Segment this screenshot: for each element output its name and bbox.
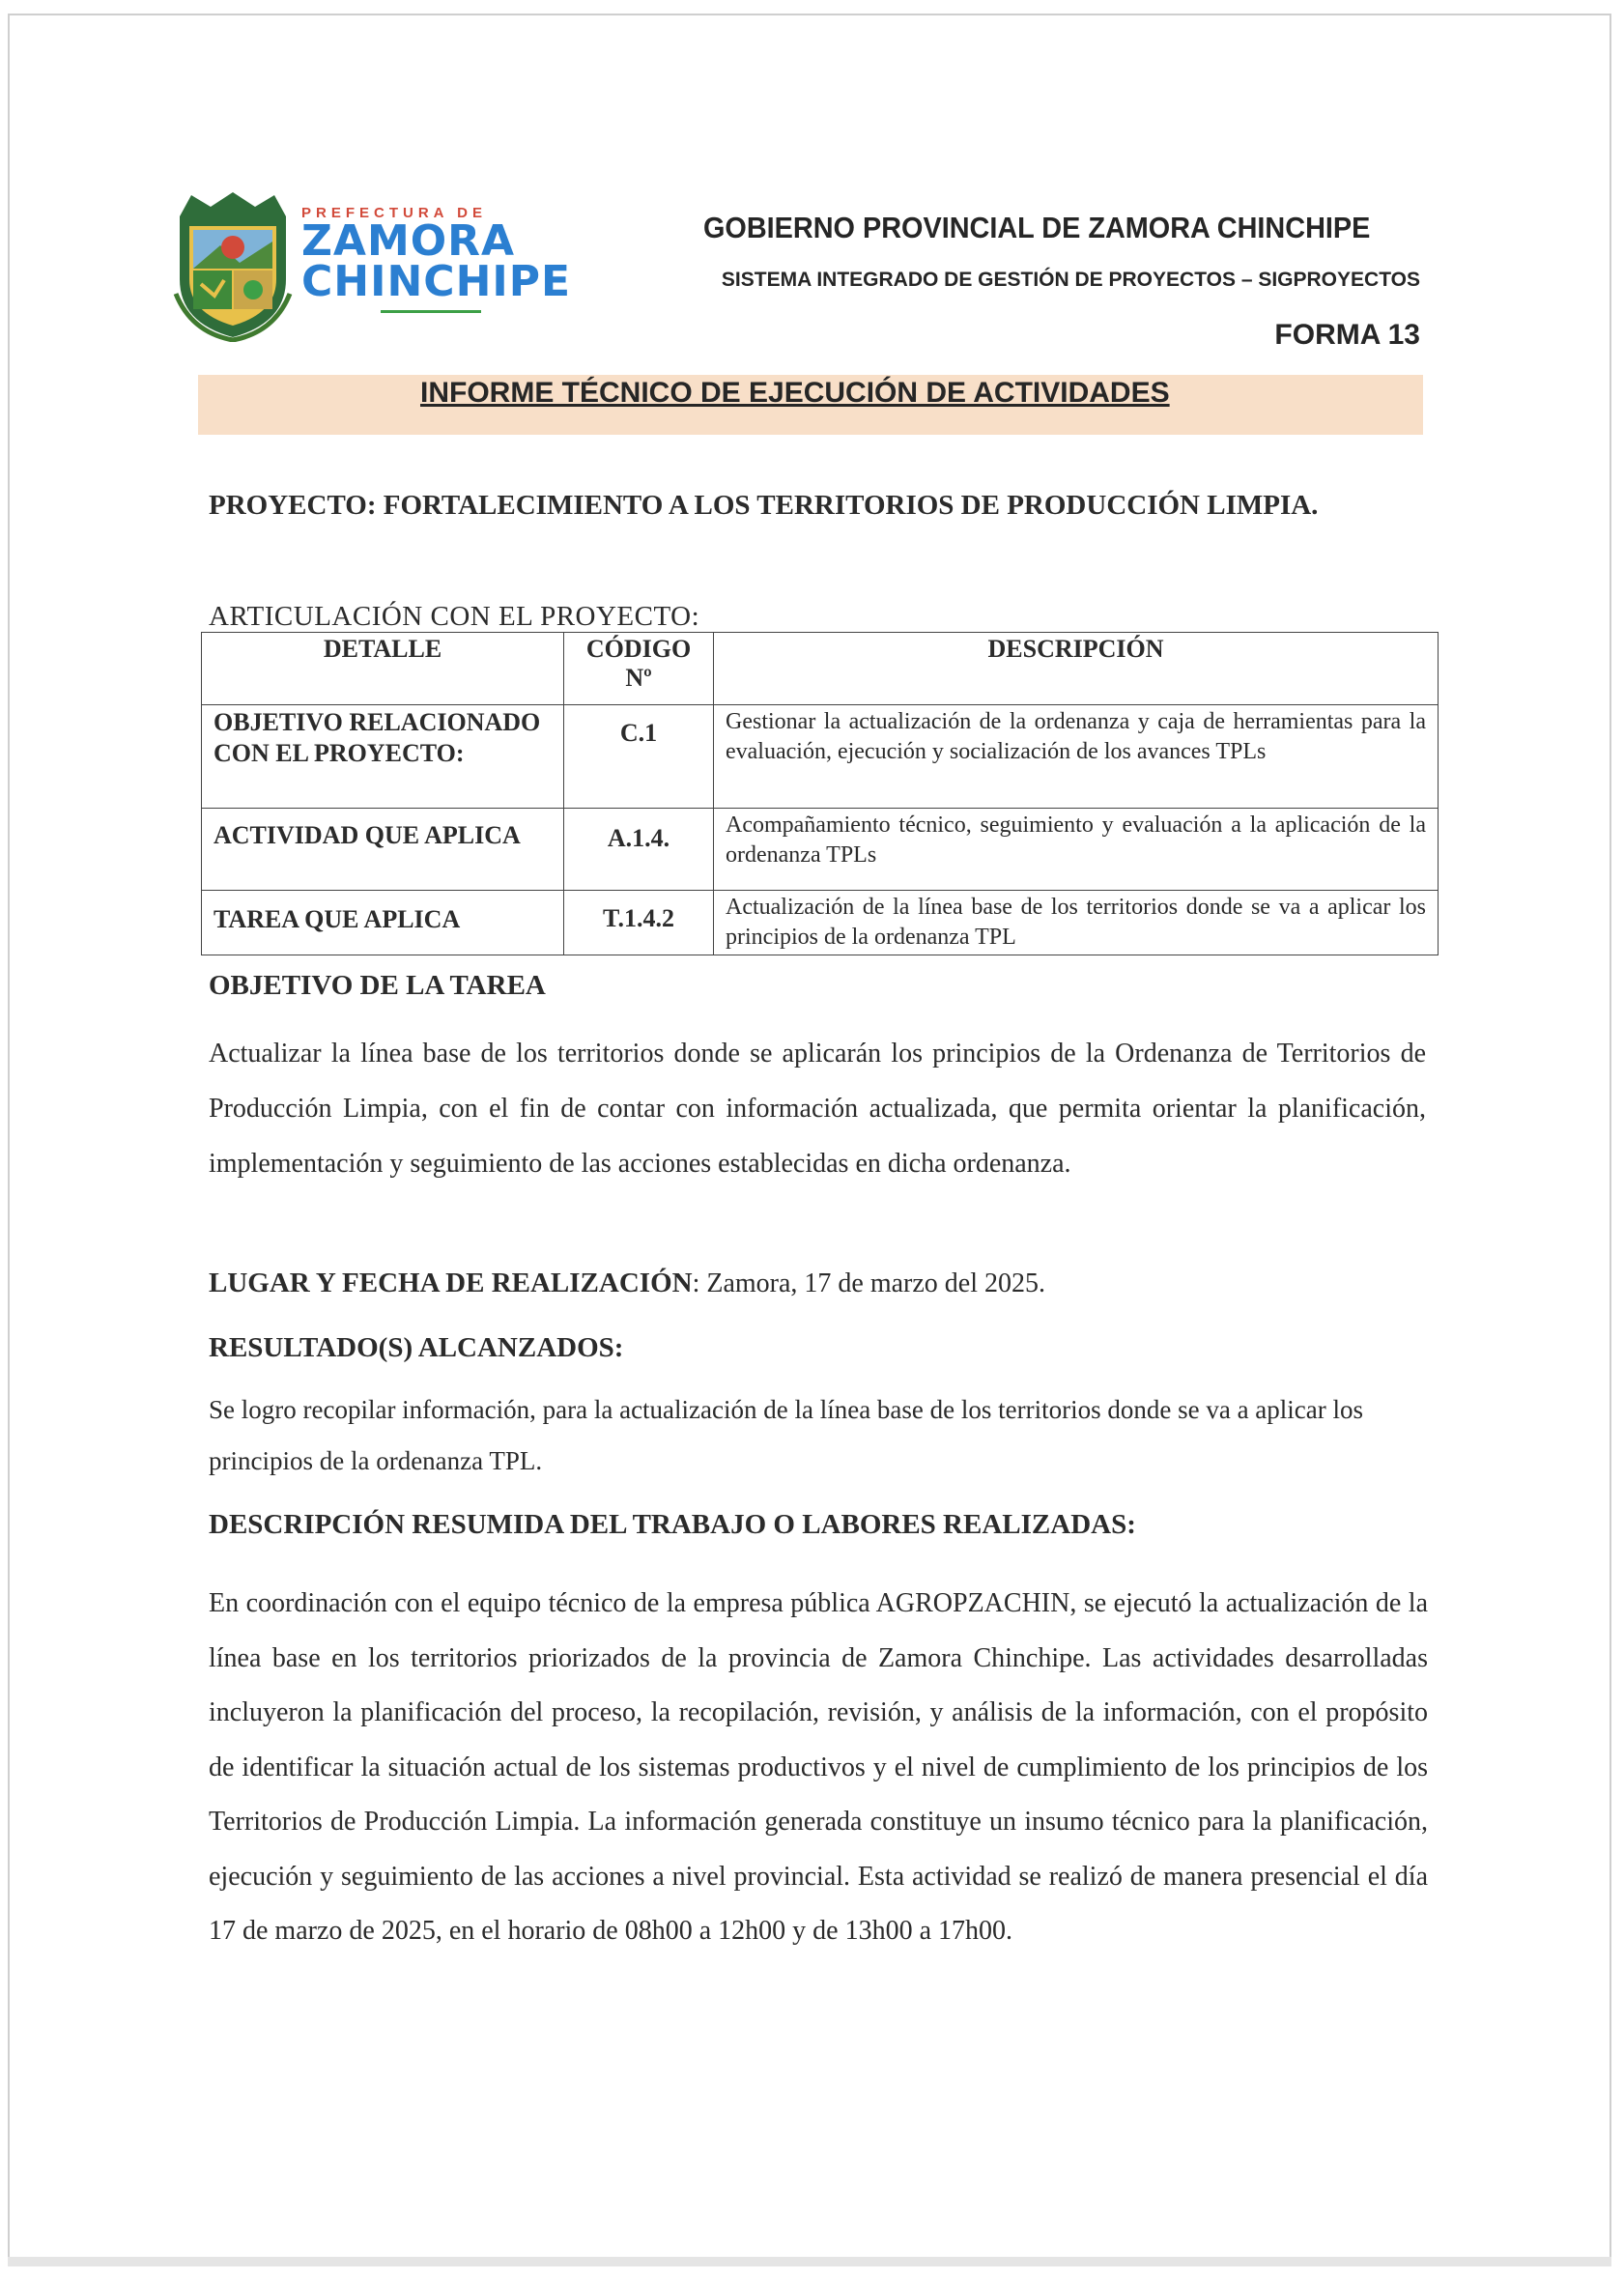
- task-objective-text: Actualizar la línea base de los territorios donde se aplicarán los principios de la Ordenanza de Territorios de Producción Limpia, con el fin de contar con información actualizada, que permita orientar la planificación, implementación y seguimiento de las acciones establecidas en dicha ordenanza.: [209, 1039, 1426, 1179]
- results-heading: RESULTADO(S) ALCANZADOS:: [209, 1332, 624, 1363]
- row-detail: [202, 809, 564, 891]
- column-header-detail: DETALLE: [202, 633, 564, 705]
- row-description: Actualización de la línea base de los territorios donde se va a aplicar los principios de la ordenanza TPL: [714, 891, 1439, 955]
- logo-underline: [381, 310, 481, 313]
- logo-line-2: CHINCHIPE: [301, 257, 572, 306]
- task-objective-heading: OBJETIVO DE LA TAREA: [209, 970, 546, 1001]
- logo-line-1: ZAMORA: [301, 216, 516, 266]
- table-row: [202, 705, 1439, 809]
- logo-wordmark: [301, 205, 572, 313]
- row-detail: OBJETIVO RELACIONADO CON EL PROYECTO:: [202, 705, 564, 809]
- system-title: SISTEMA INTEGRADO DE GESTIÓN DE PROYECTOS – SIGPROYECTOS: [721, 269, 1420, 291]
- table-row: [202, 891, 1439, 955]
- row-code: C.1: [564, 705, 714, 809]
- table-row: [202, 809, 1439, 891]
- row-code: A.1.4.: [564, 809, 714, 891]
- row-description: Acompañamiento técnico, seguimiento y evaluación a la aplicación de la ordenanza TPLs: [714, 809, 1439, 891]
- form-number: FORMA 13: [1274, 319, 1420, 351]
- row-detail-text: ACTIVIDAD QUE APLICA: [214, 821, 521, 849]
- articulation-table: [201, 632, 1439, 955]
- project-name: PROYECTO: FORTALECIMIENTO A LOS TERRITORIOS DE PRODUCCIÓN LIMPIA.: [209, 490, 1319, 521]
- work-description-text: En coordinación con el equipo técnico de la empresa pública AGROPZACHIN, se ejecutó la actualización de la línea base en los territorios priorizados de la provincia de Zamora Chinchipe. Las actividades desarrolladas incluyeron la planificación del proceso, la recopilación, revisión, y análisis de la información, con el propósito de identificar la situación actual de los sistemas productivos y el nivel de cumplimiento de los principios de los Territorios de Producción Limpia. La información generada constituye un insumo técnico para la planificación, ejecución y seguimiento de las acciones a nivel provincial. Esta actividad se realizó de manera presencial el día 17 de marzo de 2025, en el horario de 08h00 a 12h00 y de 13h00 a 17h00.: [209, 1588, 1428, 1946]
- table-header-row: [202, 633, 1439, 705]
- place-date-value: : Zamora, 17 de marzo del 2025.: [692, 1268, 1046, 1298]
- shield-logo-icon: [172, 187, 294, 342]
- place-date: [209, 1268, 1045, 1299]
- column-header-code: CÓDIGO Nº: [564, 633, 714, 705]
- page-bottom-edge: [8, 2257, 1611, 2266]
- government-title: GOBIERNO PROVINCIAL DE ZAMORA CHINCHIPE: [703, 211, 1371, 244]
- row-description: Gestionar la actualización de la ordenanza y caja de herramientas para la evaluación, ejecución y socialización de los avances TPLs: [714, 705, 1439, 809]
- place-date-label: LUGAR Y FECHA DE REALIZACIÓN: [209, 1268, 693, 1298]
- articulation-heading: ARTICULACIÓN CON EL PROYECTO:: [209, 601, 700, 632]
- row-detail: TAREA QUE APLICA: [202, 891, 564, 955]
- row-code: T.1.4.2: [564, 891, 714, 955]
- logo-small-text: PREFECTURA DE: [301, 205, 487, 221]
- results-text: Se logro recopilar información, para la actualización de la línea base de los territorios donde se va a aplicar los principios de la ordenanza TPL.: [209, 1395, 1364, 1475]
- report-title: INFORME TÉCNICO DE EJECUCIÓN DE ACTIVIDADES: [420, 377, 1170, 409]
- column-header-description: DESCRIPCIÓN: [714, 633, 1439, 705]
- work-description-heading: DESCRIPCIÓN RESUMIDA DEL TRABAJO O LABORES REALIZADAS:: [209, 1509, 1136, 1540]
